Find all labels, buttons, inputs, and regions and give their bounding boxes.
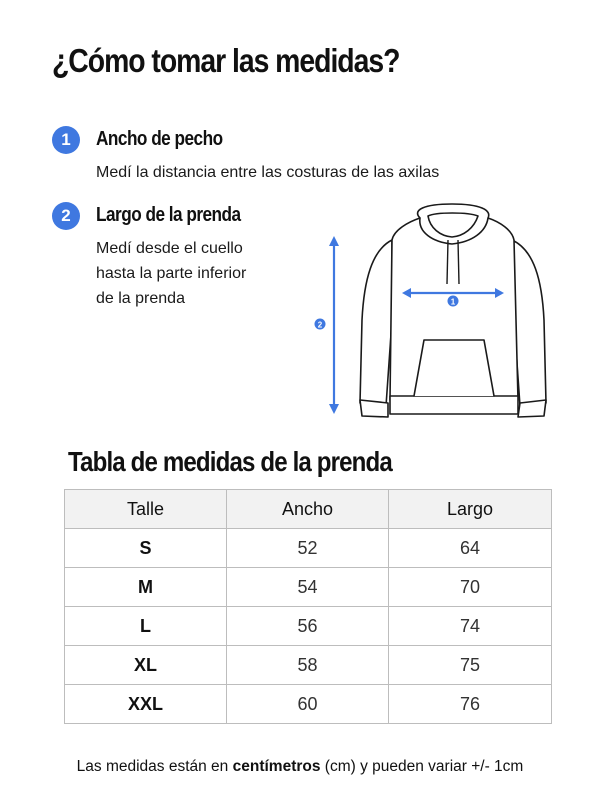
page-title: ¿Cómo tomar las medidas?: [52, 42, 400, 79]
step-description: [96, 236, 246, 311]
column-header-width: Ancho: [227, 490, 389, 529]
table-row: [65, 685, 552, 724]
table-row: [65, 568, 552, 607]
length-cell: 70: [389, 568, 552, 607]
width-cell: 58: [227, 646, 389, 685]
measurement-footnote: [0, 758, 600, 776]
step-description: [96, 160, 439, 185]
length-cell: 76: [389, 685, 552, 724]
width-marker-label: 1: [450, 297, 456, 307]
table-row: [65, 607, 552, 646]
width-cell: 56: [227, 607, 389, 646]
step-chest-width: [52, 126, 552, 186]
length-marker-label: 2: [317, 320, 323, 330]
step-description-line: Medí la distancia entre las costuras de las axilas: [96, 164, 440, 181]
size-table: [64, 489, 552, 724]
footnote-unit: centímetros: [232, 758, 321, 775]
width-cell: 52: [227, 529, 389, 568]
length-cell: 64: [389, 529, 552, 568]
width-cell: 54: [227, 568, 389, 607]
size-cell: XXL: [65, 685, 227, 724]
step-description-line: hasta la parte inferior: [96, 265, 247, 282]
left-sleeve: [360, 240, 392, 406]
size-cell: L: [65, 607, 227, 646]
length-cell: 74: [389, 607, 552, 646]
column-header-length: Largo: [389, 490, 552, 529]
footnote-text: Las medidas están en: [76, 758, 233, 775]
step-description-line: de la prenda: [96, 290, 185, 307]
step-number-badge: 2: [52, 202, 80, 230]
length-arrow: [329, 236, 339, 414]
size-cell: XL: [65, 646, 227, 685]
size-cell: S: [65, 529, 227, 568]
width-cell: 60: [227, 685, 389, 724]
footnote-text: (cm) y pueden variar +/- 1cm: [320, 758, 524, 775]
table-header-row: [65, 490, 552, 529]
table-row: [65, 529, 552, 568]
step-heading: Ancho de pecho: [96, 128, 223, 150]
step-garment-length: [52, 202, 312, 322]
kangaroo-pocket: [414, 340, 494, 396]
right-cuff: [518, 400, 546, 417]
length-cell: 75: [389, 646, 552, 685]
column-header-size: Talle: [65, 490, 227, 529]
waistband: [390, 396, 518, 414]
table-row: [65, 646, 552, 685]
step-heading: Largo de la prenda: [96, 204, 241, 226]
size-cell: M: [65, 568, 227, 607]
size-table-title: Tabla de medidas de la prenda: [68, 446, 392, 477]
left-cuff: [360, 400, 388, 417]
step-number-badge: 1: [52, 126, 80, 154]
step-description-line: Medí desde el cuello: [96, 240, 243, 257]
hoodie-illustration: [312, 200, 562, 425]
